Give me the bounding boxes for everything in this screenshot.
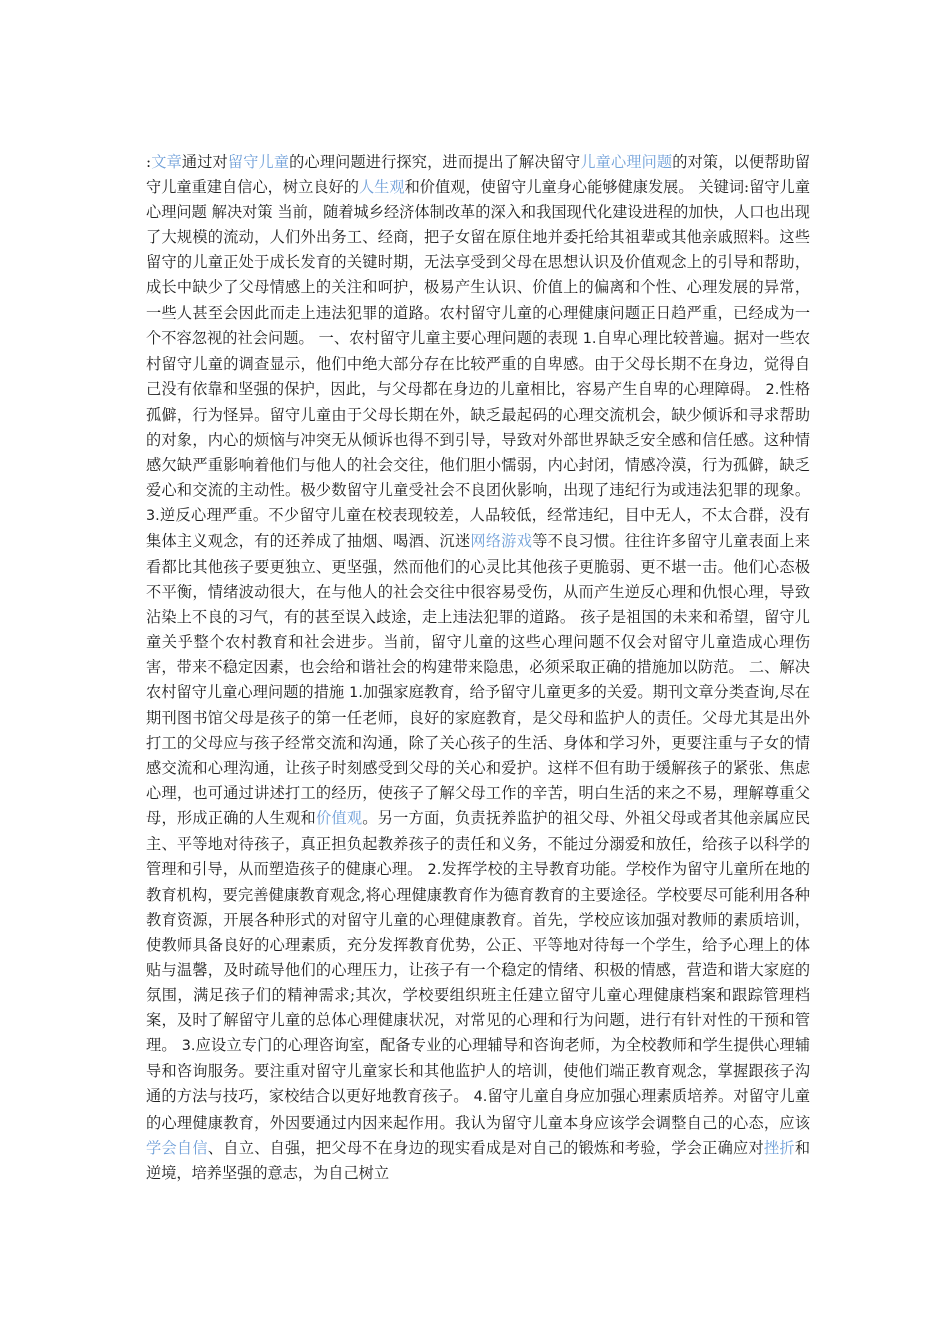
- text-segment: 逆反心理严重。不少留守儿童在校表现较差，人品较低，经常违纪，目中无人，不太合群，没有集体主义观念，有的还养成了抽烟、喝酒、沉迷: [146, 506, 810, 551]
- text-segment: 发挥学校的主导教育功能。学校作为留守儿童所在地的教育机构，要完善健康教育观念,将心理健康教育作为德育教育的主要途径。学校要尽可能利用各种教育资源，开展各种形式的对留守儿童的心理健康教育。首先，学校应该加强对教师的素质培训，使教师具备良好的心理素质，充分发挥教育优势，公正、平等地对待每一个学生，给予心理上的体贴与温馨，及时疏导他们的心理压力，让孩子有一个稳定的情绪、积极的情感，营造和谐大家庭的氛围，满足孩子们的精神需求;其次，学校要组织班主任建立留守儿童心理健康档案和跟踪管理档案，及时了解留守儿童的总体心理健康状况，对常见的心理和行为问题，进行有针对性的干预和管理。: [146, 859, 811, 1055]
- text-segment: 和逆境，培养坚强的意志，为自己树立: [146, 1138, 811, 1182]
- link-online-games[interactable]: 网络游戏: [470, 532, 533, 551]
- text-segment: 应设立专门的心理咨询室，配备专业的心理辅导和咨询老师，为全校教师和学生提供心理辅导和咨询服务。要注重对留守儿童家长和其他监护人的培训，使他们端正教育观念，掌握跟孩子沟通的方法与技巧，家校结合以更好地教育孩子。: [146, 1036, 811, 1106]
- list-number: 1.: [349, 684, 363, 701]
- link-child-psychology-problems[interactable]: 儿童心理问题: [580, 153, 673, 171]
- link-article[interactable]: 文章: [151, 153, 182, 171]
- text-segment: 性格孤僻，行为怪异。留守儿童由于父母长期在外，缺乏最起码的心理交流机会，缺少倾诉和寻求帮助的对象，内心的烦恼与冲突无从倾诉也得不到引导，导致对外部世界缺乏安全感和信任感。这种情感欠缺严重影响着他们与他人的社会交往，他们胆小懦弱，内心封闭，情感冷漠，行为孤僻，缺乏爱心和交流的主动性。极少数留守儿童受社会不良团伙影响，出现了违纪行为或违法犯罪的现象。: [146, 379, 811, 500]
- article-paragraph: [146, 150, 810, 1186]
- link-setbacks[interactable]: 挫折: [763, 1138, 795, 1157]
- text-segment: :: [146, 153, 152, 171]
- text-segment: 留守儿童自身应加强心理素质培养。对留守儿童的心理健康教育，外因要通过内因来起作用。我认为留守儿童本身应该学会调整自己的心态，应该: [146, 1087, 811, 1132]
- link-values[interactable]: 价值观: [315, 809, 363, 828]
- text-segment: 和价值观，使留守儿童身心能够健康发展。 关键词:留守儿童 心理问题 解决对策 当前，随着城乡经济体制改革的深入和我国现代化建设进程的加快，人口也出现了大规模的流动，人们外出务工、经商，把子女留在原住地并委托给其祖辈或其他亲戚照料。这些留守的儿童正处于成长发育的关键时期，无法享受到父母在思想认识及价值观念上的引导和帮助，成长中缺少了父母情感上的关注和呵护，极易产生认识、价值上的偏离和个性、心理发展的异常，一些人甚至会因此而走上违法犯罪的道路。农村留守儿童的心理健康问题正日趋严重，已经成为一个不容忽视的社会问题。 一、农村留守儿童主要心理问题的表现: [146, 178, 811, 347]
- list-number: 2.: [765, 381, 780, 398]
- text-segment: 的对策，以便帮助留守儿童重建自信心，树立良好的: [146, 153, 811, 197]
- text-segment: 通过对: [181, 153, 228, 171]
- list-number: 2.: [427, 861, 442, 878]
- list-number: 3.: [181, 1038, 196, 1055]
- text-segment: 、自立、自强，把父母不在身边的现实看成是对自己的锻炼和考验，学会正确应对: [207, 1138, 764, 1157]
- link-left-behind-children[interactable]: 留守儿童: [227, 153, 290, 171]
- list-number: 3.: [146, 508, 160, 525]
- link-self-confidence[interactable]: 学会自信: [146, 1138, 208, 1157]
- link-outlook-on-life[interactable]: 人生观: [358, 178, 405, 197]
- text-segment: 加强家庭教育，给予留守儿童更多的关爱。期刊文章分类查询,尽在期刊图书馆父母是孩子的第一任老师，良好的家庭教育，是父母和监护人的责任。父母尤其是出外打工的父母应与孩子经常交流和沟通，除了关心孩子的生活、身体和学习外，更要注重与子女的情感交流和心理沟通，让孩子时刻感受到父母的关心和爱护。这样不但有助于缓解孩子的紧张、焦虑心理，也可通过讲述打工的经历，使孩子了解父母工作的辛苦，明白生活的来之不易，理解尊重父母，形成正确的人生观和: [146, 682, 811, 828]
- article-page: [146, 150, 810, 1186]
- list-number: 1.: [582, 330, 597, 347]
- list-number: 4.: [473, 1089, 488, 1106]
- text-segment: 自卑心理比较普遍。据对一些农村留守儿童的调查显示，他们中绝大部分存在比较严重的自卑感。由于父母长期不在身边，觉得自己没有依靠和坚强的保护，因此，与父母都在身边的儿童相比，容易产生自卑的心理障碍。: [146, 328, 811, 398]
- text-segment: 。另一方面，负责抚养监护的祖父母、外祖父母或者其他亲属应民主、平等地对待孩子，真正担负起教养孩子的责任和义务，不能过分溺爱和放任，给孩子以科学的管理和引导，从而塑造孩子的健康心理。: [146, 809, 811, 878]
- text-segment: 等不良习惯。往往许多留守儿童表面上来看都比其他孩子要更独立、更坚强，然而他们的心灵比其他孩子更脆弱、更不堪一击。他们心态极不平衡，情绪波动很大，在与他人的社会交往中很容易受伤，从而产生逆反心理和仇恨心理，导致沾染上不良的习气，有的甚至误入歧途，走上违法犯罪的道路。 孩子是祖国的未来和希望，留守儿童关乎整个农村教育和社会进步。当前，留守儿童的这些心理问题不仅会对留守儿童造成心理伤害，带来不稳定因素，也会给和谐社会的构建带来隐患，必须采取正确的措施加以防范。 二、解决农村留守儿童心理问题的措施: [146, 532, 811, 701]
- text-segment: 的心理问题进行探究，进而提出了解决留守: [289, 153, 581, 171]
